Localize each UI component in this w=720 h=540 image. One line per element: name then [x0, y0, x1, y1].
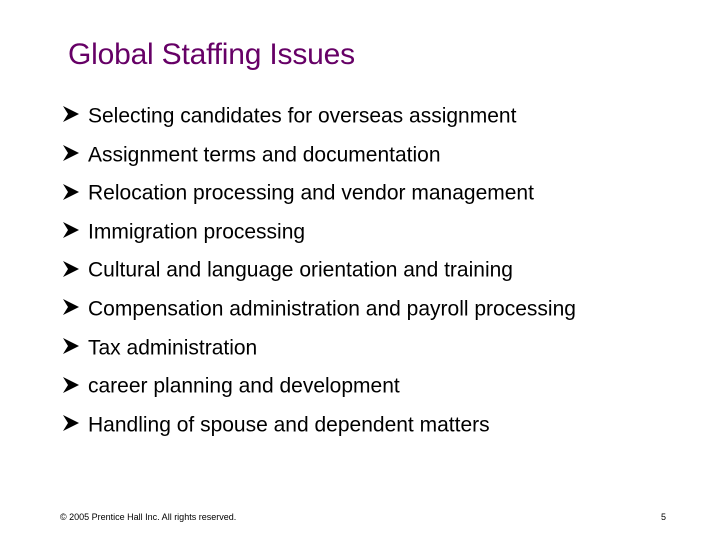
- list-item: [60, 213, 576, 252]
- bullet-list: [60, 97, 576, 444]
- list-item: [60, 329, 576, 368]
- bullet-text: career planning and development: [88, 374, 400, 398]
- bullet-text: Selecting candidates for overseas assignment: [88, 104, 517, 128]
- copyright-notice: © 2005 Prentice Hall Inc. All rights reserved.: [60, 512, 237, 522]
- slide-title: Global Staffing Issues: [68, 38, 355, 71]
- bullet-text: Immigration processing: [88, 220, 306, 244]
- list-item: [60, 406, 576, 445]
- arrowhead-bullet-icon: [60, 220, 82, 240]
- arrowhead-bullet-icon: [60, 143, 82, 163]
- arrowhead-bullet-icon: [60, 297, 82, 317]
- arrowhead-bullet-icon: [60, 182, 82, 202]
- list-item: [60, 367, 576, 406]
- arrowhead-bullet-icon: [60, 104, 82, 124]
- bullet-text: Tax administration: [88, 336, 258, 360]
- list-item: [60, 174, 576, 213]
- page-number: 5: [660, 512, 666, 522]
- arrowhead-bullet-icon: [60, 259, 82, 279]
- list-item: [60, 251, 576, 290]
- bullet-text: Handling of spouse and dependent matters: [88, 413, 490, 437]
- list-item: [60, 97, 576, 136]
- arrowhead-bullet-icon: [60, 413, 82, 433]
- arrowhead-bullet-icon: [60, 336, 82, 356]
- bullet-text: Assignment terms and documentation: [88, 143, 441, 167]
- bullet-text: Relocation processing and vendor management: [88, 181, 534, 205]
- list-item: [60, 290, 576, 329]
- bullet-text: Compensation administration and payroll processing: [88, 297, 576, 321]
- arrowhead-bullet-icon: [60, 375, 82, 395]
- list-item: [60, 136, 576, 175]
- bullet-text: Cultural and language orientation and training: [88, 258, 513, 282]
